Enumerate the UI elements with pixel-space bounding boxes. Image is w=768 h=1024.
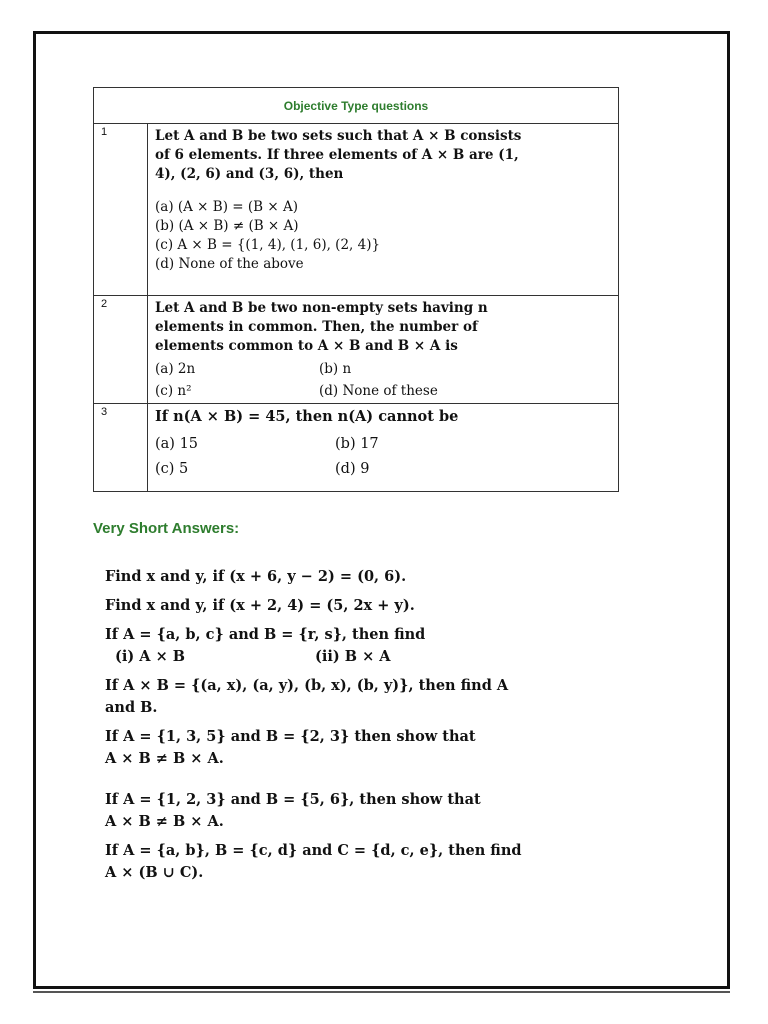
question-row-3 (94, 403, 618, 491)
question-number: 2 (101, 298, 108, 310)
question-stem-line: of 6 elements. If three elements of A × B are (1, (155, 147, 519, 163)
question-stem-line: Let A and B be two sets such that A × B consists (155, 128, 522, 144)
question-row-2 (94, 295, 618, 403)
vsa-item-7: If A = {a, b}, B = {c, d} and C = {d, c, e}, then find (105, 842, 522, 859)
option-b: (b) n (319, 361, 352, 377)
option-d: (d) None of these (319, 383, 438, 399)
question-stem-line: elements common to A × B and B × A is (155, 338, 458, 354)
question-body (155, 299, 608, 401)
vsa-item-7-cont: A × (B ∪ C). (105, 864, 204, 881)
vsa-item-3: If A = {a, b, c} and B = {r, s}, then find (105, 626, 426, 643)
option-a: (a) (A × B) = (B × A) (155, 199, 298, 215)
vsa-item-2: Find x and y, if (x + 2, 4) = (5, 2x + y). (105, 597, 415, 614)
option-d: (d) None of the above (155, 256, 304, 272)
option-c: (c) n² (155, 383, 192, 399)
question-body (155, 407, 608, 479)
vsa-item-6-cont: A × B ≠ B × A. (105, 813, 224, 830)
option-c: (c) 5 (155, 461, 189, 477)
option-c: (c) A × B = {(1, 4), (1, 6), (2, 4)} (155, 237, 381, 253)
vsa-item-6: If A = {1, 2, 3} and B = {5, 6}, then show that (105, 791, 481, 808)
option-b: (b) (A × B) ≠ (B × A) (155, 218, 299, 234)
option-a: (a) 15 (155, 436, 199, 452)
option-a: (a) 2n (155, 361, 196, 377)
question-number: 3 (101, 406, 108, 418)
very-short-answers (105, 566, 525, 884)
question-stem-line: 4), (2, 6) and (3, 6), then (155, 166, 344, 182)
objective-questions-table (93, 87, 619, 492)
vsa-item-5: If A = {1, 3, 5} and B = {2, 3} then show that (105, 728, 476, 745)
question-stem-line: Let A and B be two non-empty sets having n (155, 300, 488, 316)
vsa-subitem-i: (i) A × B (115, 648, 186, 665)
vsa-item-5-cont: A × B ≠ B × A. (105, 750, 224, 767)
question-number: 1 (101, 126, 108, 138)
section-title: Very Short Answers: (93, 520, 240, 537)
vsa-item-1: Find x and y, if (x + 6, y − 2) = (0, 6). (105, 568, 407, 585)
option-d: (d) 9 (335, 461, 370, 477)
vsa-subitem-ii: (ii) B × A (315, 648, 391, 665)
vsa-item-4-cont: and B. (105, 699, 158, 716)
option-b: (b) 17 (335, 436, 379, 452)
question-body (155, 127, 608, 274)
vsa-item-4: If A × B = {(a, x), (a, y), (b, x), (b, y)}, then find A (105, 677, 509, 694)
table-header: Objective Type questions (94, 88, 618, 124)
question-stem-line: elements in common. Then, the number of (155, 319, 478, 335)
question-stem-line: If n(A × B) = 45, then n(A) cannot be (155, 408, 459, 425)
question-row-1 (94, 124, 618, 295)
